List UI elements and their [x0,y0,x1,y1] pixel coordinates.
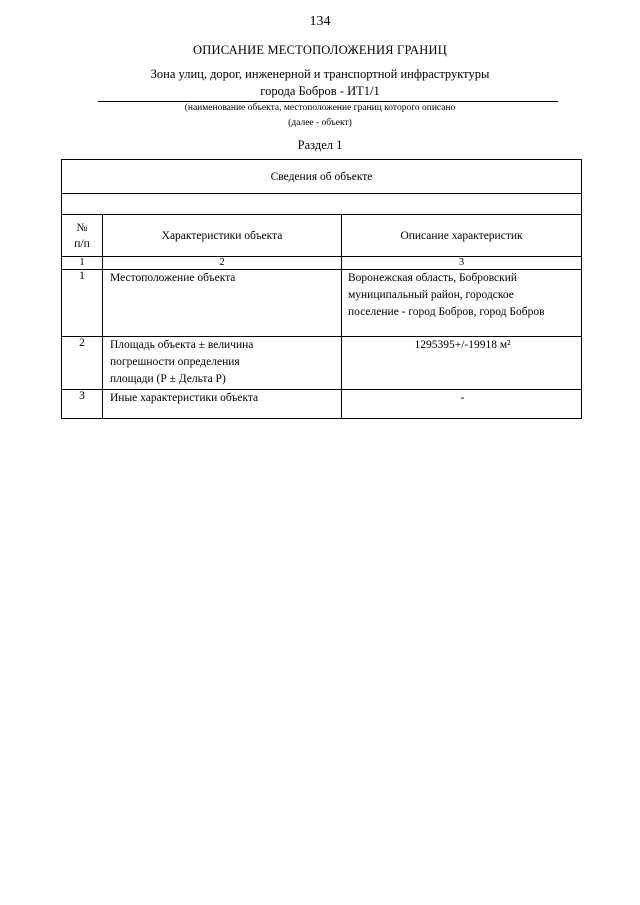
area-value: 1295395+/-19918 м² [414,339,511,351]
row-number: 1 [62,270,103,337]
column-number-row [62,257,582,270]
text-line: Воронежская область, Бобровский [348,272,518,284]
row-number: 3 [62,390,103,419]
header-characteristics: Характеристики объекта [103,215,342,257]
object-info-table [61,159,582,419]
object-note-line2: (далее - объект) [288,118,352,128]
text-line: погрешности определения [110,356,240,368]
object-name-line1: Зона улиц, дорог, инженерной и транспортной инфраструктуры [150,67,490,81]
row-characteristic [103,337,342,390]
page-number: 134 [309,14,331,29]
section-title: Раздел 1 [297,138,343,152]
title-underline [98,101,558,102]
table-row [62,270,582,337]
empty-cell [62,194,582,215]
row-characteristic [103,390,342,419]
object-note-line1: (наименование объекта, местоположение границ которого описано [184,103,456,113]
text-line: площади (Р ± Дельта Р) [110,373,226,385]
header-description: Описание характеристик [342,215,582,257]
row-number: 2 [62,337,103,390]
row-description [342,390,582,419]
row-characteristic [103,270,342,337]
text-line: - [460,392,465,404]
table-row [62,337,582,390]
row-description [342,270,582,337]
table-header-row [62,215,582,257]
column-number-1: 1 [62,257,103,270]
column-number-3: 3 [342,257,582,270]
text-line: Иные характеристики объекта [110,392,259,404]
table-caption-row [62,160,582,194]
text-line: муниципальный район, городское [348,289,514,301]
text-line: Местоположение объекта [110,272,236,284]
column-number-2: 2 [103,257,342,270]
object-name-line2: города Бобров - ИТ1/1 [260,84,380,98]
table-row [62,390,582,419]
table-empty-row [62,194,582,215]
header-num-line2: п/п [74,237,90,250]
text-line: Площадь объекта ± величина [110,339,254,351]
row-description [342,337,582,390]
header-num [62,215,103,257]
table-caption: Сведения об объекте [62,160,582,194]
text-line: поселение - город Бобров, город Бобров [348,306,545,318]
document-title: ОПИСАНИЕ МЕСТОПОЛОЖЕНИЯ ГРАНИЦ [193,43,447,57]
header-num-line1: № [76,221,88,234]
